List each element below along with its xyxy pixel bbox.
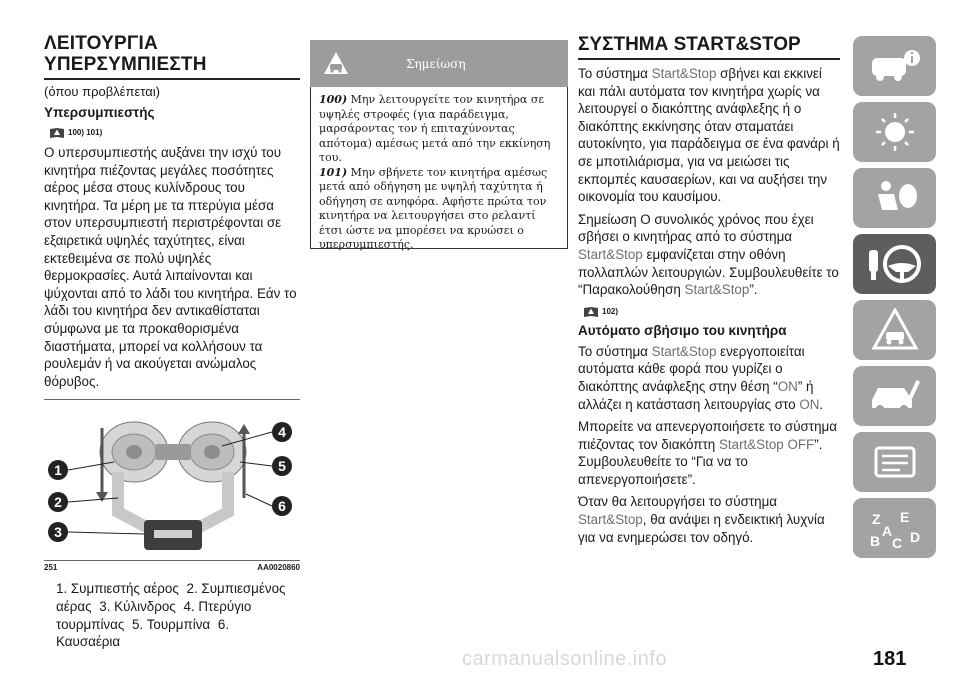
svg-text:2: 2 xyxy=(54,494,62,511)
caption-item: 6. Καυσαέρια xyxy=(56,616,230,650)
note-label: Σημείωση xyxy=(406,57,466,71)
figure-caption xyxy=(44,580,300,650)
caption-item: 3. Κύλινδρος xyxy=(99,598,176,614)
callout-4 xyxy=(272,422,292,442)
turbo-description: Ο υπερσυμπιεστής αυξάνει την ισχύ του κινητήρα πιέζοντας μεγάλες ποσότητες αέρος μέσα στους κυλίνδρους του κινητήρα. Τα μέρη με τα πτερύγια μέσα στον υπερσυμπιεστή περιστρέφονται σε εξαιρετικά υψηλές ταχύτητες, είναι εκτεθειμένα σε πολύ υψηλές θερμοκρασίες. Αυτά λιπαίνονται και ψύχονται από το λάδι του κινητήρα. Εάν το λάδι του κινητήρα δεν αντικαθίσταται σύμφωνα με τα προκαθορισμένα διαστήματα, μπορεί να κολλήσουν τα ρουλεμάν ή να ακούγεται ανώμαλος θόρυβος. xyxy=(44,145,297,389)
callout-3 xyxy=(48,522,68,542)
leader-line xyxy=(246,494,272,506)
subtitle: (όπου προβλέπεται) xyxy=(44,84,160,99)
paragraph: Σημείωση Ο συνολικός χρόνος που έχει σβήσει ο κινητήρας από το σύστημα Start&Stop εμφανίζεται στην οθόνη πολλαπλών λειτουργιών. Συμβουλευθείτε το “Παρακολούθηση Start&Stop”. xyxy=(578,211,839,298)
warning-refs: 102) xyxy=(584,306,840,317)
car-warning-icon xyxy=(323,51,349,75)
right-column xyxy=(578,0,840,546)
figure-code: AA0020860 xyxy=(257,563,300,573)
svg-text:D: D xyxy=(909,529,920,545)
arrow-head xyxy=(238,424,250,434)
caption-item: 1. Συμπιεστής αέρος xyxy=(56,581,179,597)
dashboard-light-icon xyxy=(864,110,926,154)
leader-line xyxy=(68,498,118,502)
tab-dashboard-lights[interactable] xyxy=(853,102,936,162)
svg-text:C: C xyxy=(891,535,902,550)
callout-5 xyxy=(272,456,292,476)
watermark: carmanualsonline.info xyxy=(462,648,668,670)
note-box xyxy=(310,87,568,249)
svg-text:Z: Z xyxy=(871,511,881,527)
figure-number: 251 xyxy=(44,563,58,573)
warning-book-icon xyxy=(584,306,598,317)
tab-info[interactable] xyxy=(853,36,936,96)
leader-line xyxy=(68,532,144,534)
chapter-tabs xyxy=(853,36,936,564)
callout-2 xyxy=(48,492,68,512)
turbocharger-diagram xyxy=(44,402,300,562)
svg-text:3: 3 xyxy=(54,524,62,541)
sub-title: Αυτόματο σβήσιμο του κινητήρα xyxy=(578,322,787,338)
paragraph: Το σύστημα Start&Stop ενεργοποιείται αυτόματα κάθε φορά που γυρίζει ο διακόπτης ανάφλεξης στην θέση “ON” ή αλλάζει η κατάσταση λειτουργίας στο ON. xyxy=(578,343,824,412)
paragraph: Το σύστημα Start&Stop σβήνει και εκκινεί και πάλι αυτόματα τον κινητήρα χωρίς να λειτουργεί ο διακόπτης ανάφλεξης ή ο διακόπτης εκκίνησης όταν σταματάει αυτοκίνητο, για παράδειγμα σε ένα φανάρι ή σε μποτιλιάρισμα, για να μειώσει τις εκπομπές καυσαερίων, και να αυξήσει την οικονομία του καυσίμου. xyxy=(578,66,840,205)
section-title: Υπερσυμπιεστής xyxy=(44,105,155,120)
info-icon xyxy=(864,44,926,88)
callout-6 xyxy=(272,496,292,516)
figure-top-rule xyxy=(44,399,300,400)
safety-airbag-icon xyxy=(864,176,926,220)
turbo-shaft xyxy=(156,444,190,460)
arrow-head xyxy=(96,492,108,502)
callout-1 xyxy=(48,460,68,480)
tab-starting-driving[interactable] xyxy=(853,234,936,294)
svg-text:4: 4 xyxy=(278,424,286,441)
steering-wheel-icon xyxy=(864,242,926,286)
svg-text:6: 6 xyxy=(278,498,286,515)
left-column xyxy=(44,0,300,651)
middle-column xyxy=(310,0,568,249)
caption-item: 5. Τουρμπίνα xyxy=(132,616,211,632)
page-number: 181 xyxy=(873,648,907,670)
svg-text:1: 1 xyxy=(54,462,62,479)
section-title-start-stop: ΣΥΣΤΗΜΑ START&STOP xyxy=(578,34,840,60)
technical-data-icon xyxy=(864,440,926,484)
cylinder-piston xyxy=(154,530,192,538)
svg-text:B: B xyxy=(869,533,880,549)
svg-text:A: A xyxy=(881,523,892,539)
caption-item: 2. Συμπιεσμένος αέρας xyxy=(56,581,286,614)
note-header xyxy=(310,40,568,87)
tab-technical-data[interactable] xyxy=(853,432,936,492)
warning-refs: 100) 101) xyxy=(50,127,300,138)
tab-maintenance[interactable] xyxy=(853,366,936,426)
tab-index[interactable] xyxy=(853,498,936,558)
warning-book-icon xyxy=(50,127,64,138)
paragraph: Όταν θα λειτουργήσει το σύστημα Start&Stop, θα ανάψει η ενδεικτική λυχνία για να ενημερώσει τον οδηγό. xyxy=(578,494,825,545)
svg-text:E: E xyxy=(899,509,909,525)
note-100: 100) Μην λειτουργείτε τον κινητήρα σε υψηλές στροφές (για παράδειγμα, μαρσάροντας τον ή επιταχύνοντας απότομα) αμέσως μετά από την εκκίνηση του. xyxy=(319,93,551,164)
alphabetical-index-icon xyxy=(864,506,926,550)
warning-car-icon xyxy=(864,308,926,352)
figure-footer xyxy=(44,560,300,572)
car-maintenance-icon xyxy=(864,374,926,418)
tab-safety[interactable] xyxy=(853,168,936,228)
note-101: 101) Μην σβήνετε τον κινητήρα αμέσως μετά από οδήγηση με υψηλή ταχύτητα ή οδήγηση σε ανηφόρα. Αφήστε πρώτα τον κινητήρα να λειτουργήσει στο ρελαντί έτσι ώστε να μπορέσει να κρυώσει ο υπερσυμπιεστής. xyxy=(319,165,548,251)
paragraph: Μπορείτε να απενεργοποιήσετε το σύστημα πιέζοντας τον διακόπτη Start&Stop OFF”. Συμβουλευθείτε το “Για να το απενεργοποιήσετε”. xyxy=(578,419,837,487)
tab-emergency[interactable] xyxy=(853,300,936,360)
caption-item: 4. Πτερύγιο τουρμπίνας xyxy=(56,598,252,632)
svg-text:5: 5 xyxy=(278,458,286,475)
page-title: ΛΕΙΤΟΥΡΓΙΑ ΥΠΕΡΣΥΜΠΙΕΣΤΗ xyxy=(44,33,300,80)
